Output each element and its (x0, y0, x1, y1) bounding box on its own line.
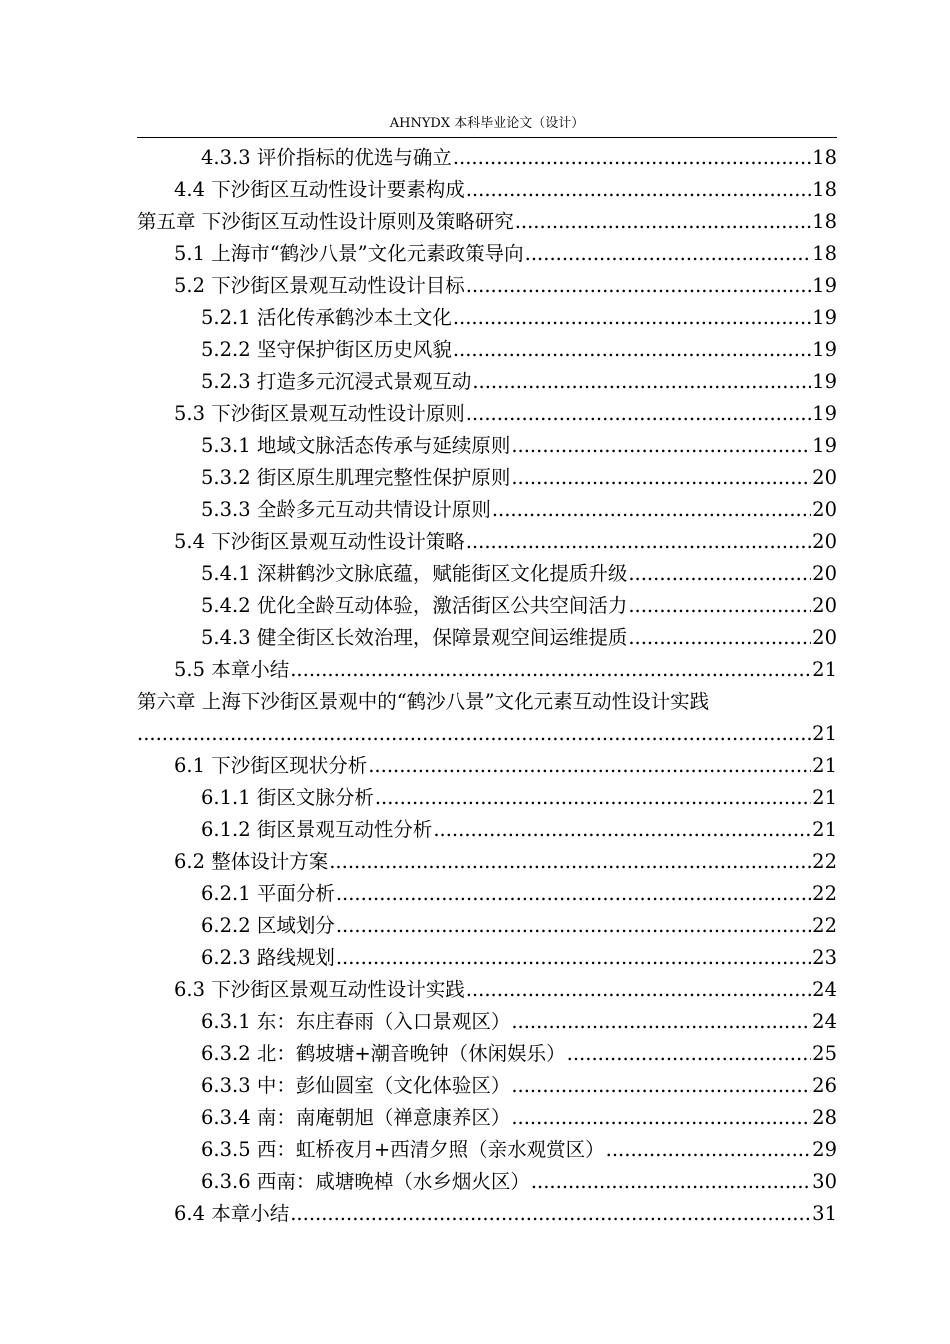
toc-entry-page: 25 (812, 1042, 837, 1065)
toc-entry-title: 5.4.2 优化全龄互动体验，激活街区公共空间活力 (201, 594, 628, 617)
toc-entry-page: 19 (812, 306, 837, 329)
toc-entry-page: 20 (812, 498, 837, 521)
dot-leader (336, 946, 811, 970)
toc-entry[interactable] (137, 653, 837, 685)
toc-entry-title: 6.3.3 中：彭仙圆室（文化体验区） (201, 1074, 511, 1097)
toc-entry-title: 4.3.3 评价指标的优选与确立 (201, 146, 452, 169)
toc-entry[interactable] (137, 1069, 837, 1101)
toc-entry-title: 6.1.1 街区文脉分析 (201, 786, 374, 809)
toc-entry[interactable] (137, 461, 837, 493)
toc-entry-title: 5.4 下沙街区景观互动性设计策略 (174, 530, 465, 553)
toc-entry-page: 28 (812, 1106, 837, 1129)
toc-entry[interactable] (137, 749, 837, 781)
header-rule (137, 137, 837, 138)
dot-leader (375, 786, 811, 810)
toc-entry-title: 5.2 下沙街区景观互动性设计目标 (174, 274, 465, 297)
toc-entry[interactable] (137, 525, 837, 557)
toc-entry-page: 18 (812, 178, 837, 201)
toc-entry[interactable] (137, 1165, 837, 1197)
toc-entry[interactable] (137, 621, 837, 653)
dot-leader (525, 242, 812, 266)
toc-entry-title: 第六章 上海下沙街区景观中的“鹤沙八景”文化元素互动性设计实践 (137, 690, 710, 713)
toc-entry-page: 21 (812, 754, 837, 777)
dot-leader (137, 722, 811, 746)
toc-entry-title: 5.2.2 坚守保护街区历史风貌 (201, 338, 452, 361)
toc-entry-page: 20 (812, 530, 837, 553)
toc-entry[interactable] (137, 877, 837, 909)
toc-entry-title: 6.2.2 区域划分 (201, 914, 335, 937)
page-header: AHNYDX 本科毕业论文（设计） (389, 116, 585, 131)
toc-entry[interactable] (137, 493, 837, 525)
toc-entry[interactable] (137, 141, 837, 173)
toc-entry-page: 18 (812, 210, 837, 233)
toc-entry[interactable] (137, 1101, 837, 1133)
toc-entry-title: 6.3.6 西南：咸塘晚棹（水乡烟火区） (201, 1170, 530, 1193)
dot-leader (290, 658, 811, 682)
toc-entry-page: 19 (812, 434, 837, 457)
dot-leader (336, 914, 811, 938)
toc-entry-page: 30 (812, 1170, 837, 1193)
dot-leader (290, 1202, 811, 1226)
toc-entry[interactable] (137, 237, 837, 269)
toc-entry-title: 5.3.2 街区原生肌理完整性保护原则 (201, 466, 511, 489)
toc-entry[interactable] (137, 397, 837, 429)
dot-leader (492, 498, 811, 522)
toc-entry[interactable] (137, 205, 837, 237)
dot-leader (628, 594, 811, 618)
dot-leader (466, 402, 811, 426)
toc-entry-title: 6.1.2 街区景观互动性分析 (201, 818, 433, 841)
toc-entry-page: 19 (812, 338, 837, 361)
dot-leader (511, 434, 811, 458)
dot-leader (511, 466, 811, 490)
toc-entry-title: 6.1 下沙街区现状分析 (174, 754, 368, 777)
toc-entry-page: 18 (812, 146, 837, 169)
toc-entry[interactable] (137, 1197, 837, 1229)
dot-leader (531, 1170, 811, 1194)
toc-entry-page: 21 (812, 722, 837, 745)
toc-entry[interactable] (137, 173, 837, 205)
toc-entry[interactable] (137, 269, 837, 301)
table-of-contents (137, 141, 837, 1229)
toc-entry-title: 5.3.3 全龄多元互动共情设计原则 (201, 498, 491, 521)
toc-entry-title: 6.2.1 平面分析 (201, 882, 335, 905)
toc-entry-title: 第五章 下沙街区互动性设计原则及策略研究 (137, 210, 514, 233)
dot-leader (466, 178, 811, 202)
toc-entry[interactable] (137, 1133, 837, 1165)
toc-entry-continuation[interactable] (137, 717, 837, 749)
dot-leader (453, 306, 811, 330)
dot-leader (466, 274, 811, 298)
toc-entry-title: 5.1 上海市“鹤沙八景”文化元素政策导向 (174, 242, 524, 265)
dot-leader (606, 1138, 812, 1162)
toc-entry-page: 19 (812, 370, 837, 393)
toc-entry-title: 6.3.5 西：虹桥夜月+西清夕照（亲水观赏区） (201, 1138, 605, 1161)
toc-entry[interactable] (137, 365, 837, 397)
toc-entry-title: 5.5 本章小结 (174, 658, 290, 681)
toc-entry-page: 20 (812, 562, 837, 585)
toc-entry-page: 24 (812, 1010, 837, 1033)
toc-entry[interactable] (137, 813, 837, 845)
dot-leader (466, 530, 811, 554)
toc-entry-page: 31 (812, 1202, 837, 1225)
toc-entry[interactable] (137, 685, 837, 717)
toc-entry-title: 4.4 下沙街区互动性设计要素构成 (174, 178, 465, 201)
toc-entry-title: 5.2.1 活化传承鹤沙本土文化 (201, 306, 452, 329)
toc-entry[interactable] (137, 301, 837, 333)
toc-entry-page: 19 (812, 274, 837, 297)
dot-leader (453, 338, 811, 362)
toc-entry-page: 19 (812, 402, 837, 425)
toc-entry-page: 29 (812, 1138, 837, 1161)
toc-entry-page: 22 (812, 914, 837, 937)
toc-entry-page: 26 (812, 1074, 837, 1097)
toc-entry-title: 6.4 本章小结 (174, 1202, 290, 1225)
dot-leader (567, 1042, 812, 1066)
toc-entry-page: 22 (812, 850, 837, 873)
toc-entry-page: 18 (812, 242, 837, 265)
toc-entry-page: 23 (812, 946, 837, 969)
toc-entry-page: 20 (812, 626, 837, 649)
toc-entry-page: 20 (812, 466, 837, 489)
toc-entry[interactable] (137, 845, 837, 877)
toc-entry-title: 6.3.2 北：鹤坡塘+潮音晚钟（休闲娱乐） (201, 1042, 566, 1065)
toc-entry[interactable] (137, 1005, 837, 1037)
toc-entry-page: 24 (812, 978, 837, 1001)
toc-entry[interactable] (137, 909, 837, 941)
toc-entry-title: 6.3.1 东：东庄春雨（入口景观区） (201, 1010, 511, 1033)
dot-leader (511, 1074, 811, 1098)
toc-entry[interactable] (137, 781, 837, 813)
toc-entry-title: 6.3.4 南：南庵朝旭（禅意康养区） (201, 1106, 511, 1129)
dot-leader (628, 562, 811, 586)
toc-entry-title: 5.4.3 健全街区长效治理，保障景观空间运维提质 (201, 626, 628, 649)
toc-entry-page: 20 (812, 594, 837, 617)
toc-entry[interactable] (137, 429, 837, 461)
toc-entry[interactable] (137, 1037, 837, 1069)
toc-entry-title: 6.3 下沙街区景观互动性设计实践 (174, 978, 465, 1001)
toc-entry-title: 5.3 下沙街区景观互动性设计原则 (174, 402, 465, 425)
toc-entry-title: 5.3.1 地域文脉活态传承与延续原则 (201, 434, 511, 457)
toc-entry-page: 21 (812, 786, 837, 809)
toc-entry-title: 6.2 整体设计方案 (174, 850, 329, 873)
toc-entry-page: 22 (812, 882, 837, 905)
dot-leader (466, 978, 811, 1002)
toc-entry[interactable] (137, 557, 837, 589)
toc-entry[interactable] (137, 941, 837, 973)
dot-leader (628, 626, 811, 650)
toc-entry-page: 21 (812, 658, 837, 681)
dot-leader (368, 754, 811, 778)
dot-leader (336, 882, 811, 906)
toc-entry[interactable] (137, 333, 837, 365)
toc-entry-title: 6.2.3 路线规划 (201, 946, 335, 969)
dot-leader (453, 146, 811, 170)
dot-leader (329, 850, 811, 874)
dot-leader (433, 818, 811, 842)
dot-leader (511, 1106, 811, 1130)
toc-entry-title: 5.4.1 深耕鹤沙文脉底蕴，赋能街区文化提质升级 (201, 562, 628, 585)
toc-entry-title: 5.2.3 打造多元沉浸式景观互动 (201, 370, 472, 393)
dot-leader (515, 210, 811, 234)
dot-leader (472, 370, 811, 394)
dot-leader (511, 1010, 811, 1034)
toc-entry-page: 21 (812, 818, 837, 841)
toc-entry[interactable] (137, 973, 837, 1005)
toc-entry[interactable] (137, 589, 837, 621)
